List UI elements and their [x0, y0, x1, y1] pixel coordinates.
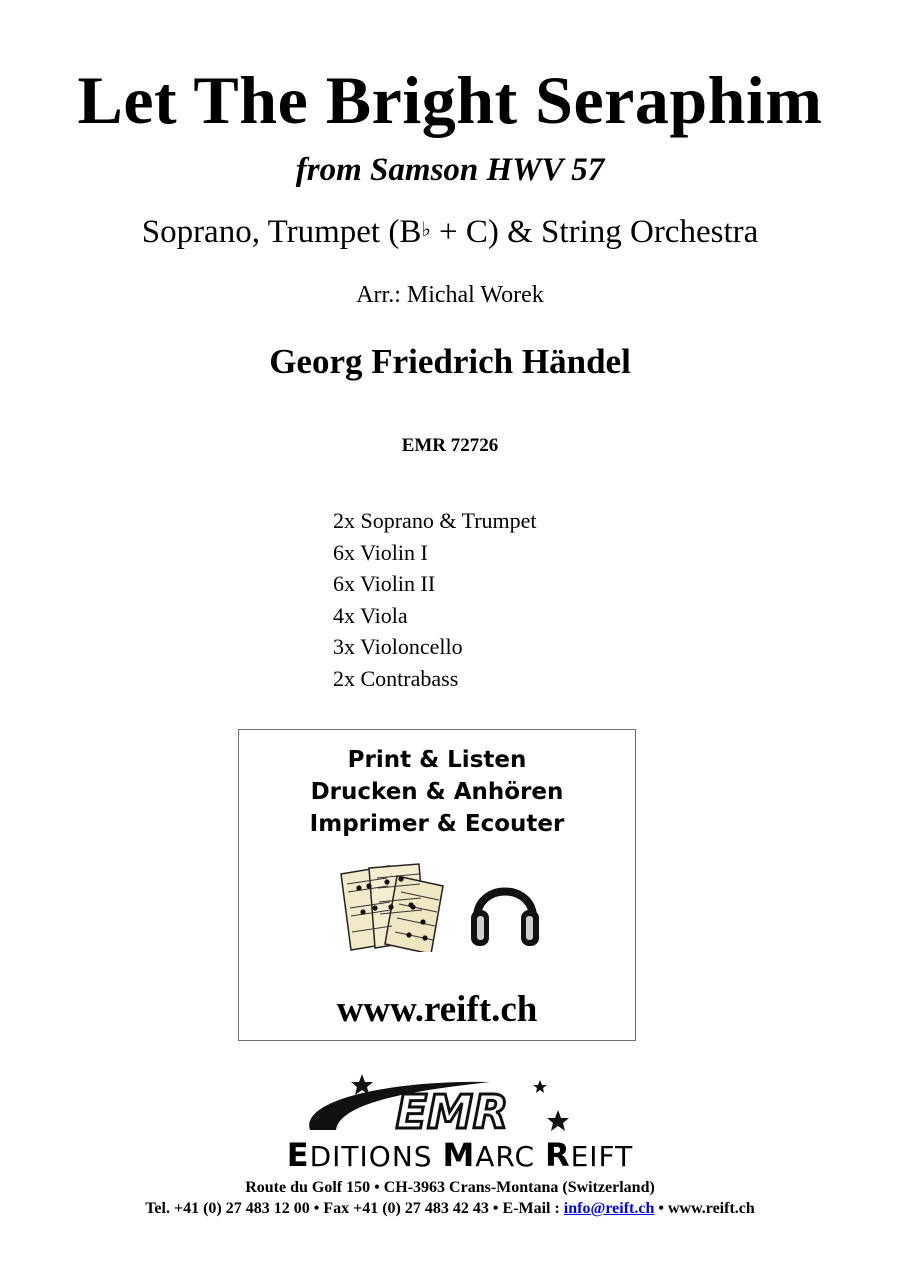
publisher-name-part: R — [544, 1136, 571, 1174]
promo-line-german: Drucken & Anhören — [310, 779, 564, 805]
flat-sign: ♭ — [421, 219, 431, 241]
promo-website[interactable]: www.reift.ch — [336, 989, 538, 1030]
promo-line-french: Imprimer & Ecouter — [309, 811, 565, 837]
star-icon — [533, 1080, 547, 1093]
instrumentation-after: + C) & String Orchestra — [430, 214, 759, 250]
instrumentation — [0, 212, 900, 252]
page-title: Let The Bright Seraphim — [77, 62, 823, 138]
publisher-address: Route du Golf 150 • CH-3963 Crans-Montana (Switzerland) — [245, 1179, 655, 1196]
promo-line-english: Print & Listen — [347, 747, 527, 773]
instrumentation-before: Soprano, Trumpet (B — [141, 214, 422, 250]
email-link[interactable]: info@reift.ch — [563, 1200, 655, 1217]
publisher-name-part: EIFT — [570, 1140, 634, 1173]
composer: Georg Friedrich Händel — [269, 342, 631, 381]
sheet-music-icon — [341, 864, 443, 952]
logo-mark: EMR — [395, 1085, 509, 1139]
subtitle: from Samson HWV 57 — [295, 152, 605, 188]
part-item: 2x Contrabass — [333, 665, 459, 691]
publisher-name-part: ARC — [475, 1140, 545, 1173]
promo-icons — [339, 862, 559, 952]
publisher-name-part: DITIONS — [309, 1140, 443, 1173]
contact-suffix: • www.reift.ch — [654, 1200, 755, 1217]
parts-list — [333, 505, 537, 694]
contact-prefix: Tel. +41 (0) 27 483 12 00 • Fax +41 (0) 27 483 42 43 • E-Mail : — [145, 1200, 564, 1217]
star-icon — [547, 1110, 569, 1131]
catalog-number: EMR 72726 — [401, 435, 499, 456]
publisher-contact — [0, 1198, 900, 1220]
arranger: Arr.: Michal Worek — [356, 282, 544, 308]
part-item: 2x Soprano & Trumpet — [333, 508, 537, 533]
headphones-icon — [471, 892, 539, 947]
print-listen-box — [238, 729, 636, 1041]
publisher-name-part: M — [442, 1136, 476, 1174]
publisher-name-part: E — [286, 1136, 310, 1174]
part-item: 6x Violin I — [333, 539, 428, 565]
publisher-name — [240, 1138, 680, 1174]
part-item: 4x Viola — [333, 602, 408, 628]
part-item: 3x Violoncello — [333, 634, 463, 659]
part-item: 6x Violin II — [333, 571, 436, 596]
